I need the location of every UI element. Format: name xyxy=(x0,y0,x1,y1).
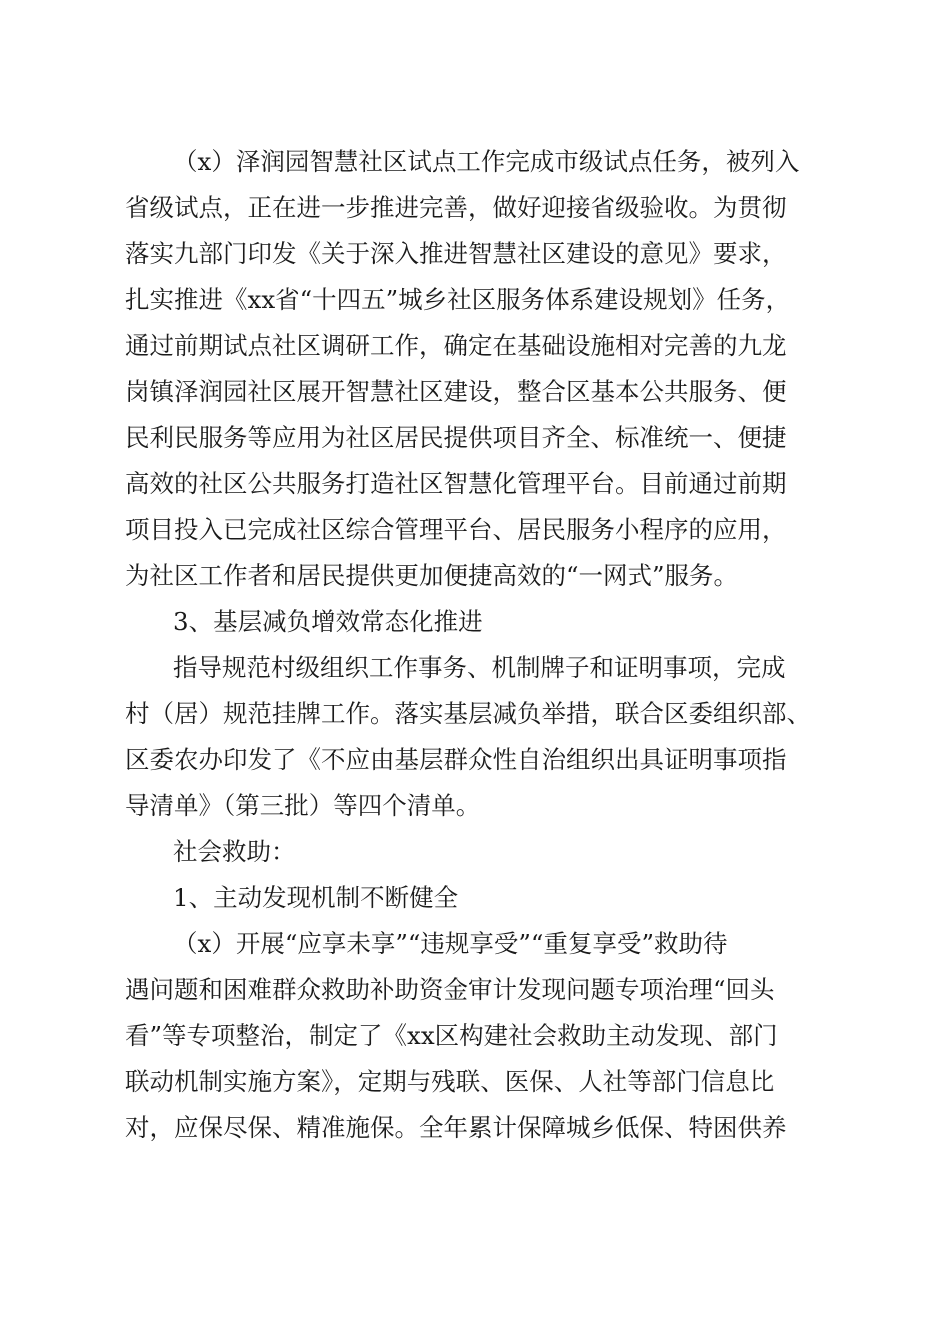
text-line: （x）泽润园智慧社区试点工作完成市级试点任务，被列入 xyxy=(173,147,800,176)
text-line: 岗镇泽润园社区展开智慧社区建设，整合区基本公共服务、便 xyxy=(125,377,787,406)
section-heading: 3、基层减负增效常态化推进 xyxy=(173,607,483,636)
section-heading: 1、主动发现机制不断健全 xyxy=(173,883,459,912)
text-line: 高效的社区公共服务打造社区智慧化管理平台。目前通过前期 xyxy=(125,469,787,498)
text-line: 联动机制实施方案》，定期与残联、医保、人社等部门信息比 xyxy=(125,1067,775,1096)
text-line: 为社区工作者和居民提供更加便捷高效的“一网式”服务。 xyxy=(125,561,739,590)
text-line: 对，应保尽保、精准施保。全年累计保障城乡低保、特困供养 xyxy=(125,1113,787,1142)
text-line: 导清单》（第三批）等四个清单。 xyxy=(125,791,481,820)
text-line: 扎实推进《xx省“十四五”城乡社区服务体系建设规划》任务， xyxy=(125,285,791,314)
text-line: 项目投入已完成社区综合管理平台、居民服务小程序的应用， xyxy=(125,515,787,544)
text-line: 区委农办印发了《不应由基层群众性自治组织出具证明事项指 xyxy=(125,745,787,774)
text-line: 通过前期试点社区调研工作，确定在基础设施相对完善的九龙 xyxy=(125,331,787,360)
text-line: 落实九部门印发《关于深入推进智慧社区建设的意见》要求， xyxy=(125,239,787,268)
text-line: 省级试点，正在进一步推进完善，做好迎接省级验收。为贯彻 xyxy=(125,193,787,222)
text-line: 指导规范村级组织工作事务、机制牌子和证明事项，完成 xyxy=(173,653,786,682)
text-line: 村（居）规范挂牌工作。落实基层减负举措，联合区委组织部、 xyxy=(125,699,811,728)
section-heading: 社会救助： xyxy=(173,837,296,866)
text-line: 遇问题和困难群众救助补助资金审计发现问题专项治理“回头 xyxy=(125,975,775,1004)
text-line: （x）开展“应享未享”“违规享受”“重复享受”救助待 xyxy=(173,929,728,958)
text-line: 看”等专项整治，制定了《xx区构建社会救助主动发现、部门 xyxy=(125,1021,778,1050)
text-line: 民利民服务等应用为社区居民提供项目齐全、标准统一、便捷 xyxy=(125,423,787,452)
